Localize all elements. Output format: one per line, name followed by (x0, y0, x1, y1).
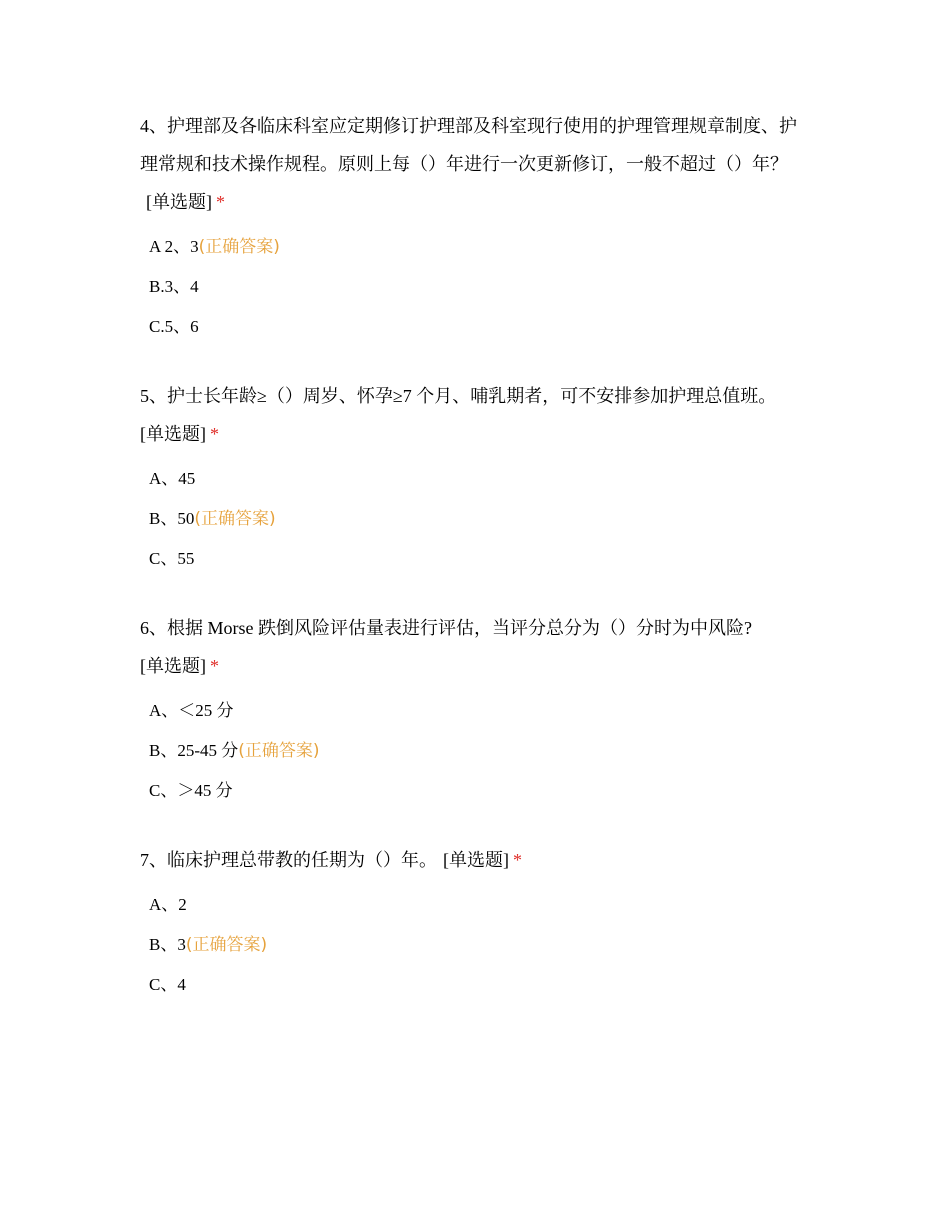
option-list (140, 885, 800, 1005)
question-6 (140, 609, 800, 811)
option-label: C、4 (149, 975, 186, 994)
option-a (149, 459, 800, 499)
question-type-label: [单选题] (140, 424, 206, 444)
question-type-label: [单选题] (146, 192, 212, 212)
question-text: 5、护士长年龄≥（）周岁、怀孕≥7 个月、哺乳期者，可不安排参加护理总值班。 (140, 386, 777, 406)
option-a (149, 691, 800, 731)
option-b (149, 499, 800, 539)
option-list (140, 227, 800, 347)
question-stem (140, 377, 800, 453)
question-text: 7、临床护理总带教的任期为（）年。 (140, 850, 437, 870)
question-text: 6、根据 Morse 跌倒风险评估量表进行评估，当评分总分为（）分时为中风险? (140, 618, 752, 638)
option-b (149, 267, 800, 307)
question-4 (140, 107, 800, 347)
option-c (149, 965, 800, 1005)
required-marker: * (210, 656, 219, 676)
option-c (149, 539, 800, 579)
question-5 (140, 377, 800, 579)
required-marker: * (513, 850, 522, 870)
question-type-label: [单选题] (140, 656, 206, 676)
question-stem (140, 609, 800, 685)
option-a (149, 227, 800, 267)
option-label: B、50 (149, 509, 195, 528)
option-label: A 2、3 (149, 237, 199, 256)
correct-answer-marker: (正确答案) (194, 509, 276, 529)
question-type-label: [单选题] (443, 850, 509, 870)
question-stem (140, 107, 800, 221)
option-b (149, 731, 800, 771)
option-label: A、45 (149, 469, 196, 488)
option-b (149, 925, 800, 965)
option-label: B、25-45 分 (149, 741, 239, 760)
option-label: B.3、4 (149, 277, 199, 296)
option-label: A、2 (149, 895, 187, 914)
question-stem (140, 841, 800, 879)
option-label: C、55 (149, 549, 195, 568)
option-c (149, 771, 800, 811)
option-label: B、3 (149, 935, 186, 954)
question-7 (140, 841, 800, 1005)
option-a (149, 885, 800, 925)
option-label: C、＞45 分 (149, 781, 233, 800)
correct-answer-marker: (正确答案) (238, 741, 320, 761)
question-text: 4、护理部及各临床科室应定期修订护理部及科室现行使用的护理管理规章制度、护理常规和技术操作规程。原则上每（）年进行一次更新修订，一般不超过（）年？ (140, 116, 797, 174)
correct-answer-marker: (正确答案) (185, 935, 268, 955)
option-list (140, 459, 800, 579)
required-marker: * (210, 424, 219, 444)
option-list (140, 691, 800, 811)
required-marker: * (216, 192, 225, 212)
correct-answer-marker: (正确答案) (198, 237, 280, 257)
option-label: A、＜25 分 (149, 701, 234, 720)
option-label: C.5、6 (149, 317, 199, 336)
option-c (149, 307, 800, 347)
survey-answer-sheet (140, 107, 800, 1005)
